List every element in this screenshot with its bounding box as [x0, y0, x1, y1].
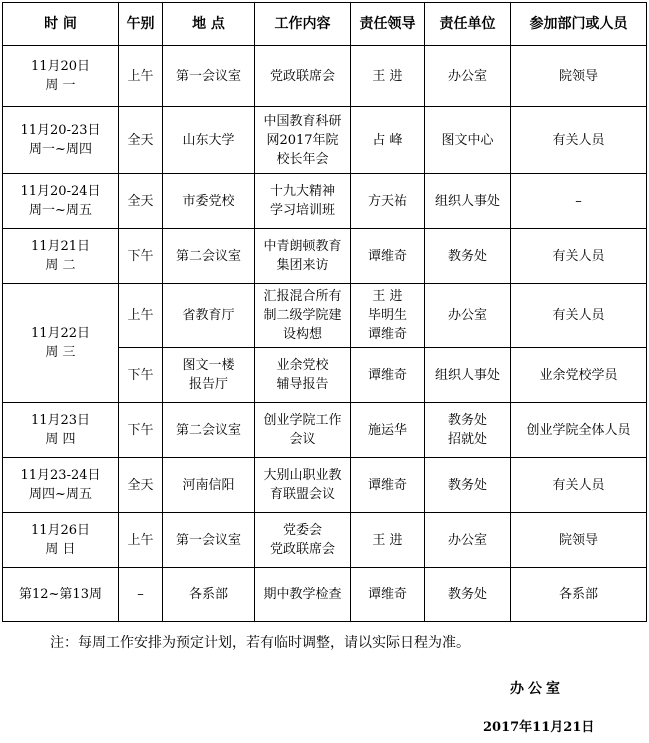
cell-unit: 办公室 [425, 513, 511, 568]
cell-period: 上午 [119, 46, 163, 107]
cell-leader: 谭维奇 [351, 229, 425, 284]
cell-leader: 王 进 毕明生 谭维奇 [351, 284, 425, 348]
cell-content: 党委会 党政联席会 [255, 513, 351, 568]
cell-unit: 教务处 [425, 229, 511, 284]
header-unit: 责任单位 [425, 3, 511, 46]
cell-content: 大别山职业教 育联盟会议 [255, 458, 351, 513]
cell-place: 第二会议室 [163, 403, 255, 458]
cell-period: 下午 [119, 229, 163, 284]
table-row [3, 458, 647, 513]
table-row [3, 174, 647, 229]
cell-period: 全天 [119, 458, 163, 513]
issue-date: 2017年11月21日 [483, 720, 595, 735]
header-period: 午别 [119, 3, 163, 46]
header-content: 工作内容 [255, 3, 351, 46]
header-place: 地 点 [163, 3, 255, 46]
cell-people: 各系部 [511, 568, 647, 622]
cell-leader: 谭维奇 [351, 458, 425, 513]
cell-content: 汇报混合所有 制二级学院建 设构想 [255, 284, 351, 348]
cell-content: 中青朗顿教育 集团来访 [255, 229, 351, 284]
cell-time: 11月21日 周 二 [3, 229, 119, 284]
table-row [3, 229, 647, 284]
cell-place: 第一会议室 [163, 513, 255, 568]
table-row [3, 513, 647, 568]
cell-content: 中国教育科研 网2017年院 校长年会 [255, 107, 351, 174]
cell-place: 各系部 [163, 568, 255, 622]
cell-people: 业余党校学员 [511, 348, 647, 403]
footnote: 注：每周工作安排为预定计划，若有临时调整，请以实际日程为准。 [50, 635, 470, 651]
cell-time: 11月20日 周 一 [3, 46, 119, 107]
cell-time: 11月20-24日 周一~周五 [3, 174, 119, 229]
cell-leader: 方天祐 [351, 174, 425, 229]
cell-period: 全天 [119, 107, 163, 174]
cell-place: 图文一楼 报告厅 [163, 348, 255, 403]
cell-leader: 占 峰 [351, 107, 425, 174]
header-time: 时 间 [3, 3, 119, 46]
cell-place: 市委党校 [163, 174, 255, 229]
cell-people: 院领导 [511, 513, 647, 568]
signature-office: 办公室 [510, 681, 564, 697]
cell-content: 十九大精神 学习培训班 [255, 174, 351, 229]
cell-people: 有关人员 [511, 229, 647, 284]
cell-period: 全天 [119, 174, 163, 229]
cell-time: 11月23日 周 四 [3, 403, 119, 458]
cell-content: 期中教学检查 [255, 568, 351, 622]
cell-content: 创业学院工作 会议 [255, 403, 351, 458]
cell-content: 业余党校 辅导报告 [255, 348, 351, 403]
cell-period: 下午 [119, 348, 163, 403]
cell-period: 下午 [119, 403, 163, 458]
cell-place: 第二会议室 [163, 229, 255, 284]
cell-period: 上午 [119, 284, 163, 348]
cell-people: 院领导 [511, 46, 647, 107]
cell-leader: 谭维奇 [351, 568, 425, 622]
cell-time: 11月22日 周 三 [3, 284, 119, 403]
header-row [3, 3, 647, 46]
cell-unit: 教务处 招就处 [425, 403, 511, 458]
cell-people: 有关人员 [511, 107, 647, 174]
header-people: 参加部门或人员 [511, 3, 647, 46]
cell-people: – [511, 174, 647, 229]
cell-time: 第12~第13周 [3, 568, 119, 622]
table-row [3, 107, 647, 174]
cell-leader: 王 进 [351, 46, 425, 107]
cell-leader: 王 进 [351, 513, 425, 568]
cell-content: 党政联席会 [255, 46, 351, 107]
cell-period: – [119, 568, 163, 622]
cell-unit: 组织人事处 [425, 348, 511, 403]
cell-period: 上午 [119, 513, 163, 568]
table-row [3, 568, 647, 622]
cell-unit: 教务处 [425, 568, 511, 622]
cell-time: 11月26日 周 日 [3, 513, 119, 568]
cell-leader: 施运华 [351, 403, 425, 458]
table-row [3, 46, 647, 107]
cell-place: 河南信阳 [163, 458, 255, 513]
cell-unit: 图文中心 [425, 107, 511, 174]
cell-unit: 组织人事处 [425, 174, 511, 229]
schedule-table [2, 2, 647, 622]
cell-people: 创业学院全体人员 [511, 403, 647, 458]
table-row [3, 284, 647, 348]
cell-people: 有关人员 [511, 284, 647, 348]
cell-unit: 办公室 [425, 284, 511, 348]
cell-unit: 教务处 [425, 458, 511, 513]
cell-time: 11月23-24日 周四~周五 [3, 458, 119, 513]
cell-time: 11月20-23日 周一~周四 [3, 107, 119, 174]
cell-place: 第一会议室 [163, 46, 255, 107]
cell-place: 省教育厅 [163, 284, 255, 348]
table-row [3, 403, 647, 458]
cell-place: 山东大学 [163, 107, 255, 174]
cell-people: 有关人员 [511, 458, 647, 513]
cell-unit: 办公室 [425, 46, 511, 107]
cell-leader: 谭维奇 [351, 348, 425, 403]
header-leader: 责任领导 [351, 3, 425, 46]
